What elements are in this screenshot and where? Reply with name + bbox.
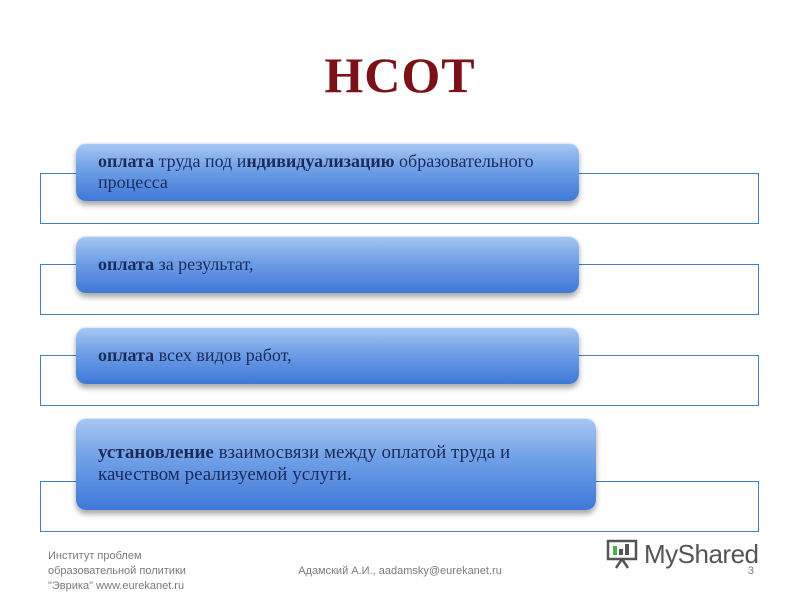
item-text: образовательного процесса: [98, 151, 534, 192]
list-item-1: [76, 143, 579, 201]
list-item-text: [98, 442, 574, 486]
list-item-text: [98, 151, 557, 193]
item-text: всех видов работ,: [154, 345, 292, 365]
footer-line: Институт проблем: [48, 550, 142, 562]
list-item-text: [98, 254, 253, 275]
item-bold: ндивидуализацию: [246, 151, 395, 171]
item-bold: оплата: [98, 151, 155, 171]
list-item-3: [76, 327, 579, 384]
footer-institute: [48, 549, 248, 594]
item-bold: оплата: [98, 254, 155, 274]
item-text: взаимосвязи между оплатой труда и качеством реализуемой услуги.: [98, 442, 511, 485]
footer-line: образовательной политики: [48, 565, 186, 577]
logo-text: MyShared: [644, 538, 759, 569]
myshared-logo: [606, 536, 766, 572]
item-bold: установление: [98, 442, 214, 463]
list-item-2: [76, 236, 579, 293]
slide-title: НСОТ: [324, 47, 476, 103]
footer-author: Адамский А.И., aadamsky@eurekanet.ru: [298, 565, 502, 577]
item-bold: оплата: [98, 345, 155, 365]
list-item-4: [76, 418, 596, 510]
presentation-board-icon: [606, 539, 638, 569]
page-number: 3: [747, 565, 754, 577]
footer-line: "Эврика" www.eurekanet.ru: [48, 580, 185, 592]
list-item-text: [98, 345, 292, 366]
item-text: труда под и: [154, 151, 247, 171]
item-text: за результат,: [154, 254, 254, 274]
